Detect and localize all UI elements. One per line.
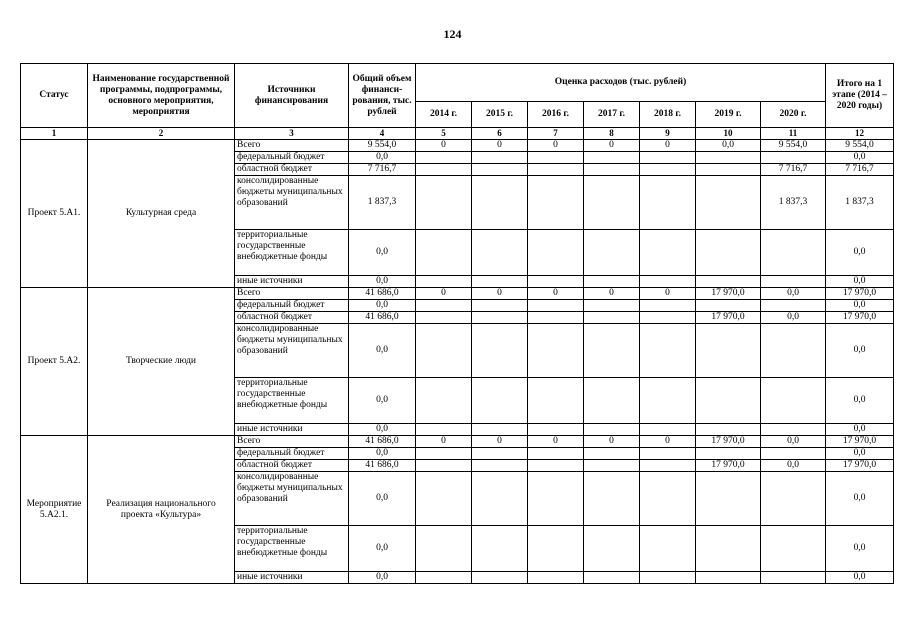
header-estimate: Оценка расходов (тыс. рублей) (416, 64, 826, 102)
stage-total-cell: 17 970,0 (826, 460, 894, 472)
year-value-cell (416, 176, 472, 230)
stage-total-cell: 0,0 (826, 324, 894, 378)
year-value-cell (416, 448, 472, 460)
year-value-cell (696, 424, 761, 436)
header-stage-total: Итого на 1 этапе (2014 – 2020 годы) (826, 64, 894, 128)
year-value-cell (640, 312, 696, 324)
year-value-cell: 1 837,3 (761, 176, 826, 230)
header-total: Общий объем финанси-рования, тыс. рублей (349, 64, 416, 128)
year-value-cell (584, 300, 640, 312)
year-value-cell (584, 572, 640, 584)
total-cell: 0,0 (349, 424, 416, 436)
column-number: 4 (349, 128, 416, 140)
total-cell: 0,0 (349, 472, 416, 526)
year-value-cell (472, 312, 528, 324)
year-value-cell (640, 460, 696, 472)
page-number: 124 (443, 27, 462, 41)
total-cell: 41 686,0 (349, 436, 416, 448)
year-value-cell (696, 300, 761, 312)
stage-total-cell: 17 970,0 (826, 436, 894, 448)
source-cell: территориальные государственные внебюджетные фонды (235, 526, 349, 572)
year-value-cell (584, 230, 640, 276)
total-cell: 0,0 (349, 276, 416, 288)
year-value-cell: 0 (584, 140, 640, 152)
year-value-cell (472, 152, 528, 164)
year-value-cell (584, 152, 640, 164)
source-cell: консолидированные бюджеты муниципальных образований (235, 472, 349, 526)
source-cell: Всего (235, 288, 349, 300)
year-value-cell (761, 152, 826, 164)
status-cell: Мероприятие 5.А2.1. (21, 436, 88, 584)
column-number: 9 (640, 128, 696, 140)
source-cell: консолидированные бюджеты муниципальных образований (235, 176, 349, 230)
source-cell: Всего (235, 436, 349, 448)
source-cell: территориальные государственные внебюджетные фонды (235, 378, 349, 424)
header-year-2: 2015 г. (472, 102, 528, 128)
year-value-cell (761, 230, 826, 276)
header-year-3: 2016 г. (528, 102, 584, 128)
year-value-cell (416, 526, 472, 572)
year-value-cell: 0 (528, 436, 584, 448)
year-value-cell: 17 970,0 (696, 460, 761, 472)
year-value-cell: 0 (472, 288, 528, 300)
year-value-cell (761, 378, 826, 424)
year-value-cell: 0,0 (761, 436, 826, 448)
source-cell: Всего (235, 140, 349, 152)
year-value-cell (640, 300, 696, 312)
year-value-cell: 0 (472, 436, 528, 448)
year-value-cell: 0,0 (761, 288, 826, 300)
year-value-cell: 0,0 (761, 312, 826, 324)
total-cell: 0,0 (349, 300, 416, 312)
year-value-cell (584, 526, 640, 572)
year-value-cell (584, 176, 640, 230)
column-number: 3 (235, 128, 349, 140)
column-number: 2 (88, 128, 235, 140)
year-value-cell (640, 230, 696, 276)
year-value-cell (640, 448, 696, 460)
year-value-cell (528, 526, 584, 572)
source-cell: федеральный бюджет (235, 448, 349, 460)
column-number: 6 (472, 128, 528, 140)
year-value-cell (584, 424, 640, 436)
stage-total-cell: 0,0 (826, 152, 894, 164)
status-cell: Проект 5.А2. (21, 288, 88, 436)
stage-total-cell: 0,0 (826, 526, 894, 572)
source-cell: областной бюджет (235, 164, 349, 176)
year-value-cell (416, 378, 472, 424)
total-cell: 41 686,0 (349, 312, 416, 324)
total-cell: 0,0 (349, 448, 416, 460)
header-year-5: 2018 г. (640, 102, 696, 128)
total-cell: 7 716,7 (349, 164, 416, 176)
column-number: 11 (761, 128, 826, 140)
year-value-cell (416, 324, 472, 378)
year-value-cell: 0 (584, 288, 640, 300)
header-year-1: 2014 г. (416, 102, 472, 128)
header-year-7: 2020 г. (761, 102, 826, 128)
source-cell: федеральный бюджет (235, 152, 349, 164)
year-value-cell (584, 448, 640, 460)
header-year-4: 2017 г. (584, 102, 640, 128)
year-value-cell (696, 448, 761, 460)
year-value-cell (528, 378, 584, 424)
header-year-6: 2019 г. (696, 102, 761, 128)
year-value-cell (761, 572, 826, 584)
year-value-cell (528, 276, 584, 288)
year-value-cell (696, 176, 761, 230)
stage-total-cell: 17 970,0 (826, 312, 894, 324)
table-row (21, 436, 894, 448)
header-status: Статус (21, 64, 88, 128)
year-value-cell: 0 (640, 288, 696, 300)
year-value-cell (416, 152, 472, 164)
year-value-cell (640, 324, 696, 378)
year-value-cell (416, 276, 472, 288)
year-value-cell (761, 448, 826, 460)
year-value-cell: 7 716,7 (761, 164, 826, 176)
year-value-cell: 0 (640, 140, 696, 152)
year-value-cell (472, 378, 528, 424)
year-value-cell: 0 (472, 140, 528, 152)
year-value-cell (640, 176, 696, 230)
year-value-cell (584, 276, 640, 288)
total-cell: 0,0 (349, 230, 416, 276)
year-value-cell (528, 164, 584, 176)
stage-total-cell: 1 837,3 (826, 176, 894, 230)
year-value-cell: 17 970,0 (696, 436, 761, 448)
year-value-cell (528, 152, 584, 164)
year-value-cell (472, 460, 528, 472)
year-value-cell (584, 164, 640, 176)
total-cell: 41 686,0 (349, 460, 416, 472)
stage-total-cell: 0,0 (826, 276, 894, 288)
year-value-cell: 0 (528, 140, 584, 152)
year-value-cell (761, 472, 826, 526)
year-value-cell (640, 526, 696, 572)
year-value-cell: 0,0 (761, 460, 826, 472)
year-value-cell (472, 176, 528, 230)
year-value-cell (472, 424, 528, 436)
year-value-cell (528, 460, 584, 472)
column-number: 8 (584, 128, 640, 140)
table-row (21, 140, 894, 152)
year-value-cell (528, 312, 584, 324)
year-value-cell (528, 424, 584, 436)
year-value-cell (696, 378, 761, 424)
name-cell: Культурная среда (88, 140, 235, 288)
year-value-cell (696, 152, 761, 164)
table-row (21, 288, 894, 300)
year-value-cell (416, 460, 472, 472)
year-value-cell (528, 176, 584, 230)
year-value-cell (640, 164, 696, 176)
year-value-cell (528, 448, 584, 460)
year-value-cell (761, 276, 826, 288)
total-cell: 1 837,3 (349, 176, 416, 230)
year-value-cell (584, 312, 640, 324)
header-name: Наименование государственной программы, подпрограммы, основного мероприятия, мероприятия (88, 64, 235, 128)
year-value-cell: 0 (416, 140, 472, 152)
year-value-cell (761, 526, 826, 572)
header-sources: Источники финансирования (235, 64, 349, 128)
source-cell: иные источники (235, 424, 349, 436)
source-cell: иные источники (235, 572, 349, 584)
stage-total-cell: 17 970,0 (826, 288, 894, 300)
year-value-cell (416, 472, 472, 526)
stage-total-cell: 0,0 (826, 448, 894, 460)
year-value-cell: 0,0 (696, 140, 761, 152)
year-value-cell (416, 312, 472, 324)
year-value-cell: 0 (584, 436, 640, 448)
year-value-cell (416, 230, 472, 276)
source-cell: областной бюджет (235, 460, 349, 472)
year-value-cell (640, 472, 696, 526)
source-cell: территориальные государственные внебюджетные фонды (235, 230, 349, 276)
source-cell: областной бюджет (235, 312, 349, 324)
column-number: 10 (696, 128, 761, 140)
year-value-cell (761, 424, 826, 436)
source-cell: федеральный бюджет (235, 300, 349, 312)
year-value-cell: 9 554,0 (761, 140, 826, 152)
total-cell: 9 554,0 (349, 140, 416, 152)
year-value-cell (696, 230, 761, 276)
total-cell: 41 686,0 (349, 288, 416, 300)
year-value-cell (640, 152, 696, 164)
year-value-cell (472, 300, 528, 312)
year-value-cell (416, 300, 472, 312)
stage-total-cell: 0,0 (826, 572, 894, 584)
year-value-cell (416, 164, 472, 176)
year-value-cell (528, 300, 584, 312)
year-value-cell (472, 448, 528, 460)
year-value-cell: 0 (416, 288, 472, 300)
name-cell: Творческие люди (88, 288, 235, 436)
year-value-cell (472, 276, 528, 288)
year-value-cell (472, 572, 528, 584)
year-value-cell (696, 572, 761, 584)
year-value-cell (584, 472, 640, 526)
stage-total-cell: 7 716,7 (826, 164, 894, 176)
column-number: 1 (21, 128, 88, 140)
year-value-cell (472, 324, 528, 378)
year-value-cell (416, 572, 472, 584)
column-number: 5 (416, 128, 472, 140)
source-cell: консолидированные бюджеты муниципальных образований (235, 324, 349, 378)
total-cell: 0,0 (349, 378, 416, 424)
year-value-cell (761, 300, 826, 312)
year-value-cell: 0 (640, 436, 696, 448)
year-value-cell: 17 970,0 (696, 312, 761, 324)
column-number: 12 (826, 128, 894, 140)
stage-total-cell: 0,0 (826, 300, 894, 312)
year-value-cell (584, 378, 640, 424)
year-value-cell (640, 572, 696, 584)
year-value-cell (472, 164, 528, 176)
total-cell: 0,0 (349, 152, 416, 164)
table-body (21, 140, 894, 584)
total-cell: 0,0 (349, 526, 416, 572)
year-value-cell (416, 424, 472, 436)
year-value-cell (528, 572, 584, 584)
year-value-cell (696, 276, 761, 288)
source-cell: иные источники (235, 276, 349, 288)
year-value-cell (640, 276, 696, 288)
year-value-cell: 0 (528, 288, 584, 300)
stage-total-cell: 9 554,0 (826, 140, 894, 152)
year-value-cell (696, 472, 761, 526)
status-cell: Проект 5.А1. (21, 140, 88, 288)
year-value-cell (472, 230, 528, 276)
stage-total-cell: 0,0 (826, 230, 894, 276)
year-value-cell (472, 526, 528, 572)
year-value-cell (528, 324, 584, 378)
name-cell: Реализация национального проекта «Культура» (88, 436, 235, 584)
year-value-cell (696, 164, 761, 176)
column-numbers-row (21, 128, 894, 140)
stage-total-cell: 0,0 (826, 472, 894, 526)
year-value-cell (528, 230, 584, 276)
year-value-cell (584, 324, 640, 378)
year-value-cell (528, 472, 584, 526)
year-value-cell (584, 460, 640, 472)
total-cell: 0,0 (349, 572, 416, 584)
table-header (21, 64, 894, 140)
year-value-cell (640, 378, 696, 424)
year-value-cell (761, 324, 826, 378)
year-value-cell: 0 (416, 436, 472, 448)
total-cell: 0,0 (349, 324, 416, 378)
stage-total-cell: 0,0 (826, 424, 894, 436)
year-value-cell (696, 526, 761, 572)
budget-table (20, 63, 894, 584)
year-value-cell (472, 472, 528, 526)
year-value-cell: 17 970,0 (696, 288, 761, 300)
year-value-cell (640, 424, 696, 436)
year-value-cell (696, 324, 761, 378)
stage-total-cell: 0,0 (826, 378, 894, 424)
column-number: 7 (528, 128, 584, 140)
